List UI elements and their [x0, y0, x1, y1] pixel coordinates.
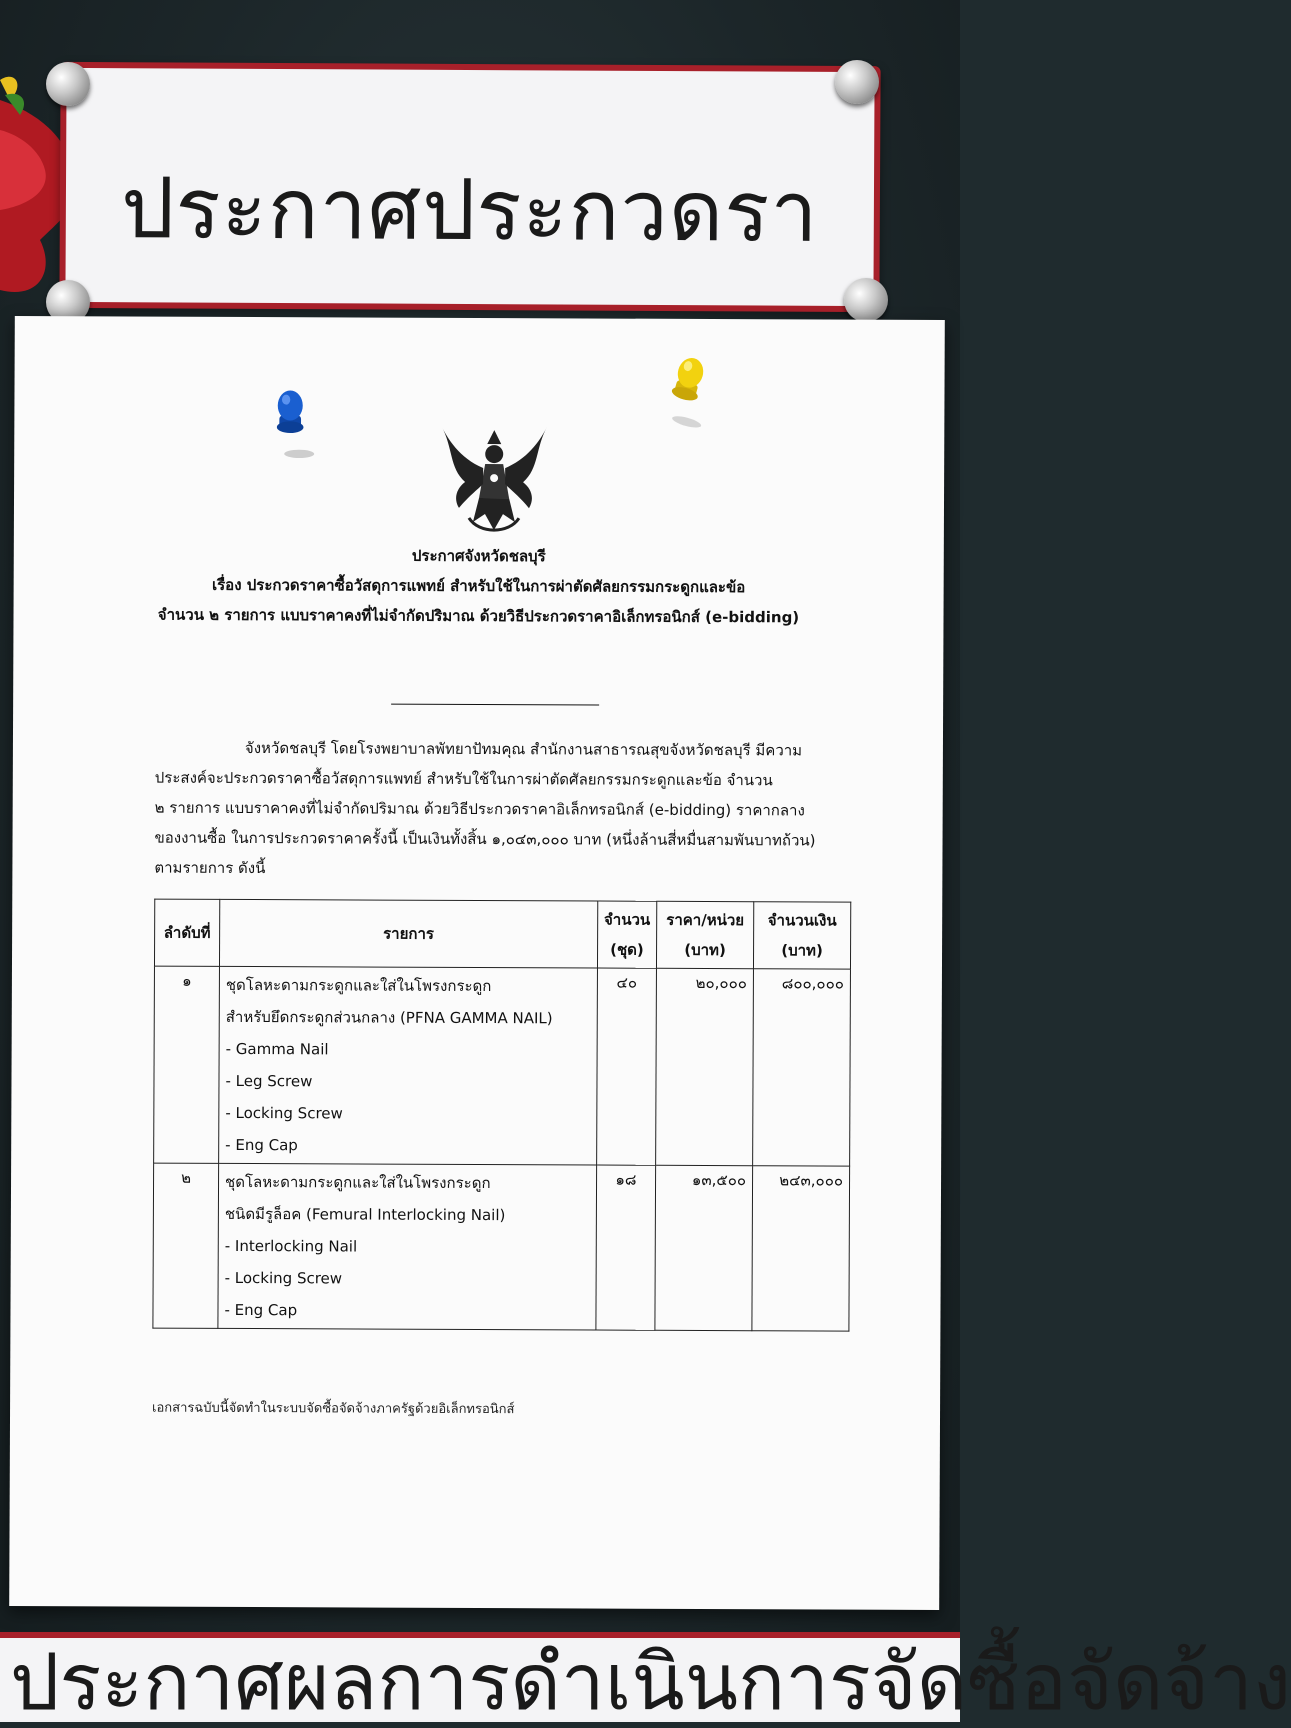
- item-line: - Locking Screw: [224, 1268, 343, 1288]
- body-line: จังหวัดชลบุรี โดยโรงพยาบาลพัทยาปัทมคุณ สำนักงานสาธารณสุขจังหวัดชลบุรี มีความ: [244, 738, 803, 760]
- item-line: สำหรับยึดกระดูกส่วนกลาง (PFNA GAMMA NAIL): [225, 1007, 553, 1028]
- items-table: [152, 899, 851, 1332]
- row-no: ๒: [153, 1163, 219, 1328]
- silver-thumbtack-icon: [844, 278, 888, 322]
- item-line: - Eng Cap: [225, 1135, 298, 1155]
- col-qty-header-unit: (ชุด): [610, 940, 644, 959]
- document-subject-line-2: จำนวน ๒ รายการ แบบราคาคงที่ไม่จำกัดปริมาณ ด้วยวิธีประกวดราคาอิเล็กทรอนิกส์ (e-bidding): [157, 605, 800, 627]
- garuda-emblem-icon: [439, 418, 550, 538]
- row-qty: ๑๘: [596, 1165, 656, 1330]
- body-line: ประสงค์จะประกวดราคาซื้อวัสดุการแพทย์ สำหรับใช้ในการผ่าตัดศัลยกรรมกระดูกและข้อ จำนวน: [154, 768, 773, 790]
- header-divider: [391, 704, 599, 706]
- col-qty-header-line: จำนวน: [603, 910, 651, 929]
- col-unit-price-header-unit: (บาท): [684, 940, 726, 960]
- footer-note: เอกสารฉบับนี้จัดทำในระบบจัดซื้อจัดจ้างภาครัฐด้วยอิเล็กทรอนิกส์: [152, 1400, 515, 1418]
- col-unit-price-header: [656, 901, 753, 968]
- col-no-header: ลำดับที่: [154, 899, 219, 966]
- row-item: [218, 1163, 597, 1330]
- banner-title: ประกาศประกวดราคาฯ: [120, 159, 819, 261]
- table-header-row: [154, 899, 850, 969]
- item-line: - Eng Cap: [224, 1300, 298, 1320]
- item-line: ชุดโลหะดามกระดูกและใส่ในโพรงกระดูก: [225, 975, 492, 996]
- row-qty: ๔๐: [596, 968, 656, 1165]
- push-pin-yellow-icon: [656, 350, 724, 436]
- col-amount-header-line: จำนวนเงิน: [767, 911, 837, 930]
- col-amount-header: [753, 902, 850, 969]
- body-line: ตามรายการ ดังนี้: [154, 858, 266, 878]
- col-item-header: รายการ: [219, 899, 597, 968]
- table-row: [154, 966, 851, 1166]
- table-row: [153, 1163, 850, 1331]
- row-unit-price: ๑๓,๕๐๐: [655, 1165, 753, 1330]
- item-line: - Leg Screw: [225, 1071, 313, 1091]
- title-banner: [59, 62, 880, 312]
- item-line: - Locking Screw: [225, 1103, 343, 1123]
- row-item: [219, 966, 598, 1165]
- document-header: ประกาศจังหวัดชลบุรี: [411, 546, 546, 566]
- col-amount-header-unit: (บาท): [781, 941, 823, 960]
- item-line: - Gamma Nail: [225, 1039, 329, 1059]
- bottom-banner: [0, 1632, 1291, 1728]
- silver-thumbtack-icon: [46, 62, 90, 106]
- document-subject-line-1: เรื่อง ประกวดราคาซื้อวัสดุการแพทย์ สำหรับใช้ในการผ่าตัดศัลยกรรมกระดูกและข้อ: [211, 575, 746, 597]
- item-line: ชนิดมีรูล็อค (Femural Interlocking Nail): [224, 1204, 506, 1225]
- row-no: ๑: [154, 966, 220, 1163]
- col-unit-price-header-line: ราคา/หน่วย: [666, 910, 745, 930]
- body-line: ของงานซื้อ ในการประกวดราคาครั้งนี้ เป็นเงินทั้งสิ้น ๑,๐๔๓,๐๐๐ บาท (หนึ่งล้านสี่หมื่นสามพันบาทถ้วน): [154, 828, 816, 850]
- silver-thumbtack-icon: [835, 60, 879, 104]
- body-line: ๒ รายการ แบบราคาคงที่ไม่จำกัดปริมาณ ด้วยวิธีประกวดราคาอิเล็กทรอนิกส์ (e-bidding) ราคากลาง: [154, 798, 805, 820]
- item-line: ชุดโลหะดามกระดูกและใส่ในโพรงกระดูก: [225, 1172, 491, 1193]
- row-unit-price: ๒๐,๐๐๐: [656, 968, 754, 1165]
- item-line: - Interlocking Nail: [224, 1236, 358, 1256]
- document-body: [154, 733, 845, 886]
- push-pin-blue-icon: [269, 387, 319, 462]
- row-amount: ๘๐๐,๐๐๐: [753, 969, 851, 1166]
- announcement-paper: [9, 316, 945, 1610]
- bottom-banner-text: ประกาศผลการดำเนินการจัดซื้อจัดจ้าง: [10, 1638, 1291, 1728]
- col-qty-header: [597, 901, 656, 968]
- row-amount: ๒๔๓,๐๐๐: [752, 1166, 850, 1331]
